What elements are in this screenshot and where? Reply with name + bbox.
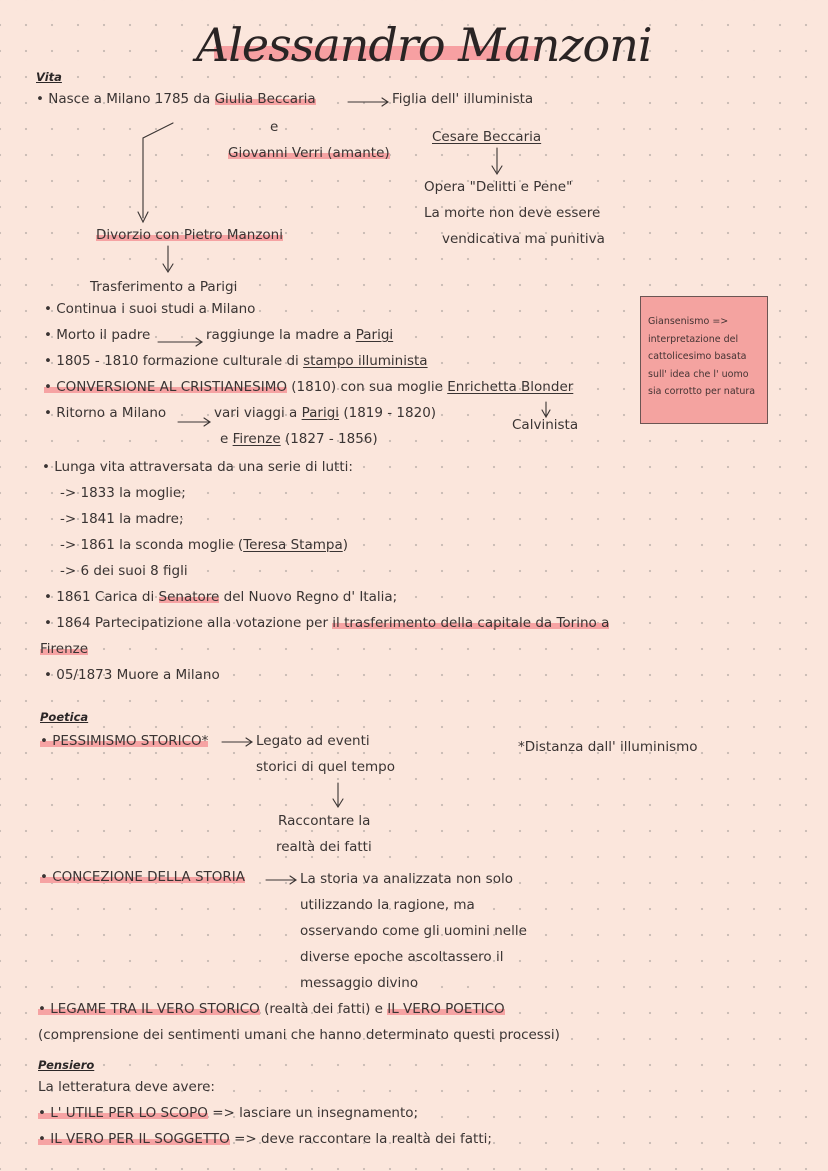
lutto-1: -> 1833 la moglie; bbox=[60, 485, 186, 501]
raggiunge-text: raggiunge la madre a Parigi bbox=[206, 327, 394, 343]
section-heading-vita: Vita bbox=[36, 70, 62, 84]
muore-text: • 05/1873 Muore a Milano bbox=[44, 667, 220, 683]
figlia-text: Figlia dell' illuminista bbox=[392, 91, 534, 107]
lutto-3: -> 1861 la sconda moglie (Teresa Stampa) bbox=[60, 537, 349, 553]
legame-text: • LEGAME TRA IL VERO STORICO (realtà dei fatti) e IL VERO POETICO bbox=[38, 1001, 505, 1017]
legato-line-1: Legato ad eventi bbox=[256, 733, 370, 749]
divorzio-text: Divorzio con Pietro Manzoni bbox=[96, 227, 283, 243]
section-heading-pensiero: Pensiero bbox=[38, 1058, 95, 1072]
morto-padre-text: • Morto il padre bbox=[44, 327, 151, 343]
capitale-text: • 1864 Partecipatizione alla votazione per il trasferimento della capitale da Torino a bbox=[44, 615, 610, 631]
morte-line-1: La morte non deve essere bbox=[424, 205, 601, 221]
giansenismo-line: Giansenismo => bbox=[648, 316, 729, 327]
morte-line-2: vendicativa ma punitiva bbox=[442, 231, 605, 247]
giansenismo-line: sia corrotto per natura bbox=[648, 386, 756, 397]
continua-text: • Continua i suoi studi a Milano bbox=[44, 301, 256, 317]
storia-line-5: messaggio divino bbox=[300, 975, 419, 991]
capitale-firenze: Firenze bbox=[40, 641, 89, 657]
concezione-text: • CONCEZIONE DELLA STORIA bbox=[40, 869, 245, 885]
raccontare-line-1: Raccontare la bbox=[278, 813, 371, 829]
viaggi-firenze-text: e Firenze (1827 - 1856) bbox=[220, 431, 378, 447]
viaggi-parigi-text: vari viaggi a Parigi (1819 - 1820) bbox=[214, 405, 437, 421]
opera-text: Opera "Delitti e Pene" bbox=[424, 179, 573, 195]
comprensione-text: (comprensione dei sentimenti umani che hanno determinato questi processi) bbox=[38, 1027, 560, 1043]
giansenismo-line: interpretazione del bbox=[648, 333, 739, 345]
senatore-text: • 1861 Carica di Senatore del Nuovo Regno d' Italia; bbox=[44, 589, 398, 605]
storia-line-3: osservando come gli uomini nelle bbox=[300, 923, 527, 939]
calvinista-text: Calvinista bbox=[512, 417, 579, 433]
conversione-text: • CONVERSIONE AL CRISTIANESIMO (1810) con sua moglie Enrichetta Blonder bbox=[44, 379, 574, 395]
storia-line-2: utilizzando la ragione, ma bbox=[300, 897, 475, 913]
cesare-beccaria: Cesare Beccaria bbox=[432, 129, 542, 145]
nasce-text: • Nasce a Milano 1785 da Giulia Beccaria bbox=[36, 91, 316, 107]
giovanni-verri: Giovanni Verri (amante) bbox=[228, 145, 390, 161]
giansenismo-line: cattolicesimo basata bbox=[648, 351, 747, 362]
distanza-text: *Distanza dall' illuminismo bbox=[518, 739, 698, 755]
pensiero-intro: La letteratura deve avere: bbox=[38, 1079, 215, 1095]
lutto-4: -> 6 dei suoi 8 figli bbox=[60, 563, 188, 579]
giulia-beccaria: Giulia Beccaria bbox=[214, 91, 316, 107]
lutto-2: -> 1841 la madre; bbox=[60, 511, 184, 527]
page-title: Alessandro Manzoni bbox=[196, 18, 652, 72]
e-text: e bbox=[270, 119, 279, 135]
section-heading-poetica: Poetica bbox=[40, 710, 89, 724]
legato-line-2: storici di quel tempo bbox=[256, 759, 396, 775]
trasferimento-text: Trasferimento a Parigi bbox=[90, 279, 238, 295]
lunga-vita-text: • Lunga vita attraversata da una serie di lutti: bbox=[42, 459, 353, 475]
pessimismo-text: • PESSIMISMO STORICO* bbox=[40, 733, 209, 749]
giansenismo-line: sull' idea che l' uomo bbox=[648, 368, 749, 380]
utile-text: • L' UTILE PER LO SCOPO => lasciare un insegnamento; bbox=[38, 1105, 419, 1121]
ritorno-text: • Ritorno a Milano bbox=[44, 405, 167, 421]
giansenismo-box bbox=[640, 296, 768, 424]
storia-line-4: diverse epoche ascoltassero il bbox=[300, 949, 504, 965]
vero-text: • IL VERO PER IL SOGGETTO => deve raccontare la realtà dei fatti; bbox=[38, 1131, 492, 1147]
storia-line-1: La storia va analizzata non solo bbox=[300, 871, 513, 887]
raccontare-line-2: realtà dei fatti bbox=[276, 839, 372, 855]
formazione-text: • 1805 - 1810 formazione culturale di stampo illuminista bbox=[44, 353, 428, 369]
